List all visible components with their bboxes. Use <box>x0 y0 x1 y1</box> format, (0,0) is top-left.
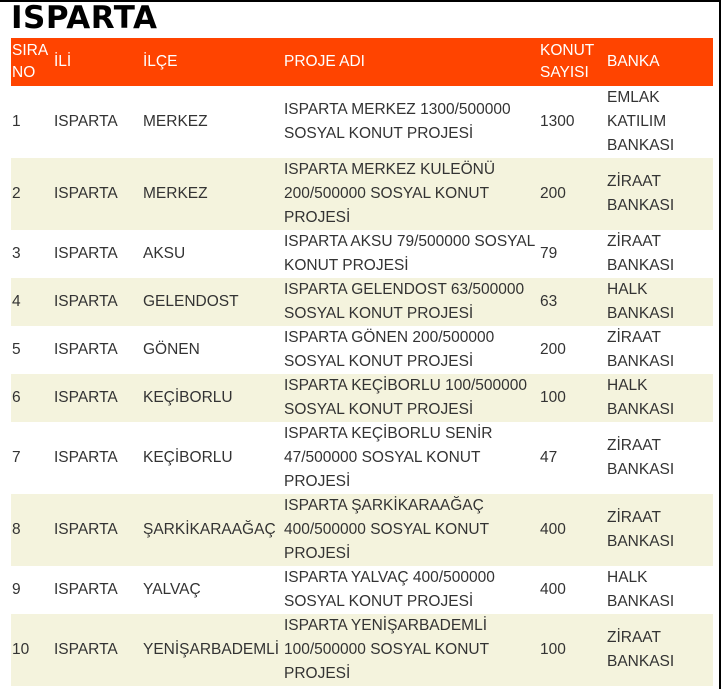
cell-konut-sayisi: 100 <box>539 374 606 422</box>
table-row <box>11 614 713 686</box>
cell-banka: ZİRAAT BANKASI <box>606 158 713 230</box>
cell-sira-no: 6 <box>11 374 53 422</box>
cell-ili: ISPARTA <box>53 230 142 278</box>
cell-sira-no: 9 <box>11 566 53 614</box>
table-row <box>11 278 713 326</box>
cell-proje-adi: ISPARTA MERKEZ KULEÖNÜ 200/500000 SOSYAL KONUT PROJESİ <box>283 158 539 230</box>
cell-proje-adi: ISPARTA MERKEZ 1300/500000 SOSYAL KONUT PROJESİ <box>283 86 539 158</box>
header-ilce: İLÇE <box>142 38 283 86</box>
table-row <box>11 422 713 494</box>
cell-ilce: MERKEZ <box>142 158 283 230</box>
cell-ili: ISPARTA <box>53 278 142 326</box>
table-header-row <box>11 38 713 86</box>
cell-sira-no: 5 <box>11 326 53 374</box>
cell-ili: ISPARTA <box>53 566 142 614</box>
cell-ili: ISPARTA <box>53 422 142 494</box>
table-row <box>11 326 713 374</box>
cell-konut-sayisi: 47 <box>539 422 606 494</box>
cell-proje-adi: ISPARTA AKSU 79/500000 SOSYAL KONUT PROJESİ <box>283 230 539 278</box>
cell-ilce: KEÇİBORLU <box>142 374 283 422</box>
table-row <box>11 158 713 230</box>
table-row <box>11 494 713 566</box>
cell-konut-sayisi: 63 <box>539 278 606 326</box>
table-row <box>11 566 713 614</box>
cell-proje-adi: ISPARTA GÖNEN 200/500000 SOSYAL KONUT PROJESİ <box>283 326 539 374</box>
cell-ili: ISPARTA <box>53 614 142 686</box>
cell-ilce: YALVAÇ <box>142 566 283 614</box>
cell-konut-sayisi: 400 <box>539 494 606 566</box>
cell-ili: ISPARTA <box>53 494 142 566</box>
table-row <box>11 230 713 278</box>
cell-sira-no: 3 <box>11 230 53 278</box>
cell-proje-adi: ISPARTA ŞARKİKARAAĞAÇ 400/500000 SOSYAL KONUT PROJESİ <box>283 494 539 566</box>
cell-sira-no: 2 <box>11 158 53 230</box>
header-ili: İLİ <box>53 38 142 86</box>
cell-ilce: AKSU <box>142 230 283 278</box>
header-sira-no: SIRA NO <box>11 38 53 86</box>
cell-ilce: MERKEZ <box>142 86 283 158</box>
cell-banka: HALK BANKASI <box>606 278 713 326</box>
cell-proje-adi: ISPARTA KEÇİBORLU 100/500000 SOSYAL KONUT PROJESİ <box>283 374 539 422</box>
cell-banka: ZİRAAT BANKASI <box>606 614 713 686</box>
cell-ili: ISPARTA <box>53 374 142 422</box>
cell-sira-no: 4 <box>11 278 53 326</box>
table-row <box>11 86 713 158</box>
cell-banka: ZİRAAT BANKASI <box>606 230 713 278</box>
cell-banka: ZİRAAT BANKASI <box>606 494 713 566</box>
cell-konut-sayisi: 100 <box>539 614 606 686</box>
cell-ilce: YENİŞARBADEMLİ <box>142 614 283 686</box>
cell-ilce: ŞARKİKARAAĞAÇ <box>142 494 283 566</box>
header-banka: BANKA <box>606 38 713 86</box>
cell-ili: ISPARTA <box>53 326 142 374</box>
cell-banka: HALK BANKASI <box>606 374 713 422</box>
cell-sira-no: 7 <box>11 422 53 494</box>
header-proje-adi: PROJE ADI <box>283 38 539 86</box>
page-title: ISPARTA <box>11 0 158 36</box>
cell-sira-no: 1 <box>11 86 53 158</box>
cell-konut-sayisi: 400 <box>539 566 606 614</box>
cell-ilce: GÖNEN <box>142 326 283 374</box>
cell-konut-sayisi: 200 <box>539 326 606 374</box>
cell-ilce: GELENDOST <box>142 278 283 326</box>
cell-banka: ZİRAAT BANKASI <box>606 422 713 494</box>
cell-proje-adi: ISPARTA GELENDOST 63/500000 SOSYAL KONUT PROJESİ <box>283 278 539 326</box>
cell-ilce: KEÇİBORLU <box>142 422 283 494</box>
cell-banka: HALK BANKASI <box>606 566 713 614</box>
cell-konut-sayisi: 1300 <box>539 86 606 158</box>
cell-konut-sayisi: 200 <box>539 158 606 230</box>
cell-sira-no: 8 <box>11 494 53 566</box>
cell-ili: ISPARTA <box>53 86 142 158</box>
cell-ili: ISPARTA <box>53 158 142 230</box>
cell-banka: EMLAK KATILIM BANKASI <box>606 86 713 158</box>
table-row <box>11 374 713 422</box>
cell-sira-no: 10 <box>11 614 53 686</box>
housing-projects-table <box>11 38 713 686</box>
cell-konut-sayisi: 79 <box>539 230 606 278</box>
cell-proje-adi: ISPARTA YALVAÇ 400/500000 SOSYAL KONUT PROJESİ <box>283 566 539 614</box>
header-konut-sayisi: KONUT SAYISI <box>539 38 606 86</box>
cell-proje-adi: ISPARTA YENİŞARBADEMLİ 100/500000 SOSYAL KONUT PROJESİ <box>283 614 539 686</box>
cell-proje-adi: ISPARTA KEÇİBORLU SENİR 47/500000 SOSYAL KONUT PROJESİ <box>283 422 539 494</box>
cell-banka: ZİRAAT BANKASI <box>606 326 713 374</box>
